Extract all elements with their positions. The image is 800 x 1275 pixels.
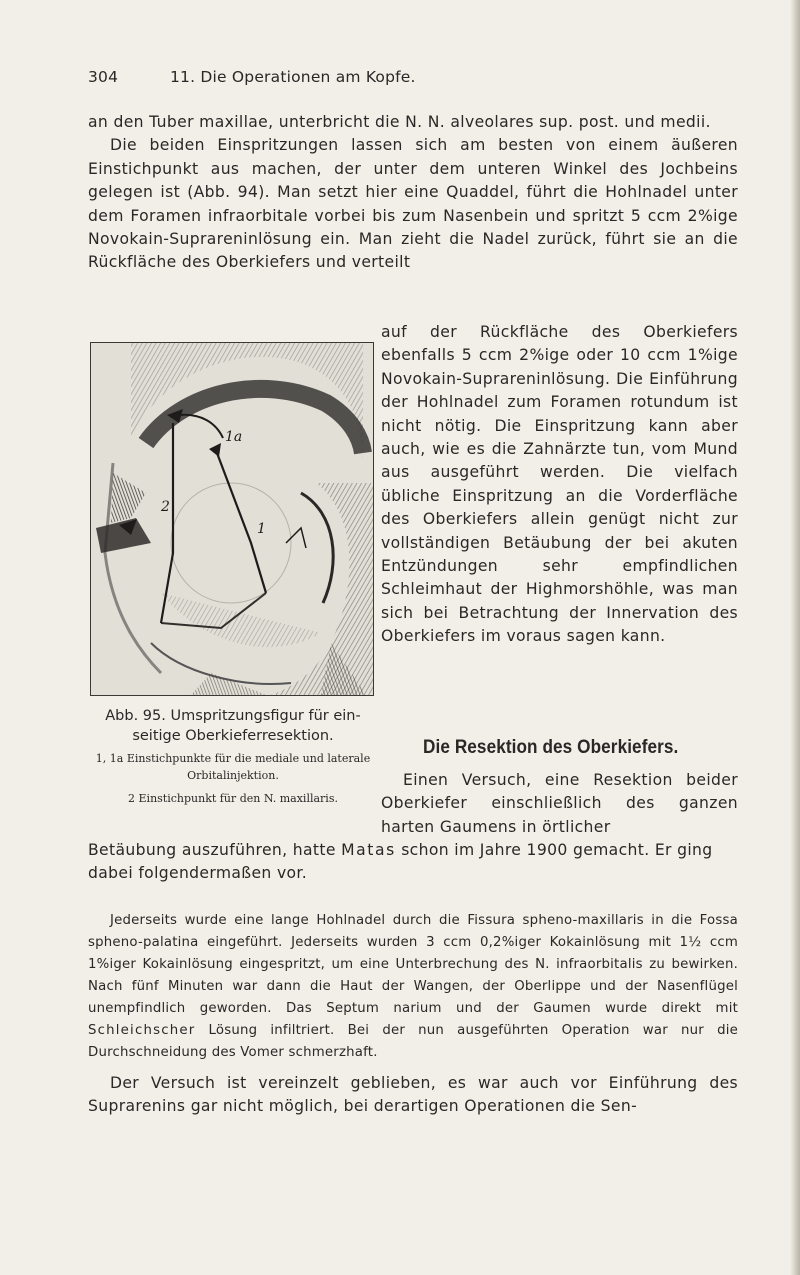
section-heading: Die Resektion des Oberkiefers. [423, 736, 679, 758]
page-edge [790, 0, 800, 1275]
author-name: Matas [341, 841, 396, 859]
figure-caption [88, 706, 378, 807]
caption-note-1: 1, 1a Einstichpunkte für die mediale und laterale Orbitalinjektion. [95, 752, 371, 782]
face-sketch [91, 343, 373, 695]
running-header [88, 68, 416, 86]
section-paragraph-full [88, 839, 738, 886]
figure-illustration [90, 342, 374, 696]
intro-text [88, 111, 738, 275]
small-print-name: Schleichscher [88, 1023, 196, 1038]
caption-note-2: 2 Einstichpunkt für den N. maxillaris. [128, 792, 338, 805]
caption-title: Abb. 95. Umspritzungsfigur für einseitige Oberkieferresektion. [105, 708, 361, 744]
small-print-paragraph [88, 910, 738, 1064]
section-text-a: Betäubung auszuführen, hatte [88, 841, 342, 859]
small-print-b: Lösung infiltriert. Bei der nun ausgeführten Operation war nur die Durchschneidung des Vomer schmerzhaft. [88, 1023, 738, 1060]
closing-paragraph [88, 1072, 738, 1119]
label-2: 2 [161, 499, 170, 515]
chapter-title: 11. Die Operationen am Kopfe. [170, 68, 416, 86]
page-number: 304 [88, 68, 119, 86]
small-print-a: Jederseits wurde eine lange Hohlnadel durch die Fissura spheno-maxillaris in die Fossa spheno-palatina eingeführt. Jederseits wurden 3 ccm 0,2%iger Kokainlösung mit 1½ ccm 1%iger Kokainlösung eingespritzt, um eine Unterbrechung des N. infraorbitalis zu bewirken. Nach fünf Minuten war dann die Haut der Wangen, der Oberlippe und der Nasenflügel unempfindlich geworden. Das Septum narium und der Gaumen wurde direkt mit [88, 913, 738, 1016]
wrapped-paragraph: auf der Rückfläche des Oberkiefers ebenfalls 5 ccm 2%ige oder 10 ccm 1%ige Novokain-Suprareninlösung. Die Einführung der Hohlnadel zum Foramen rotundum ist nicht nötig. Die Einspritzung kann aber auch, wie es die Zahnärzte tun, vom Mund aus ausgeführt werden. Die vielfach übliche Einspritzung an die Vorderfläche des Oberkiefers allein genügt nicht zur vollständigen Betäubung der bei akuten Entzündungen sehr empfindlichen Schleimhaut der Highmorshöhle, was man sich bei Betrachtung der Innervation des Oberkiefers im voraus sagen kann. [381, 323, 738, 646]
section-paragraph-wrapped: Einen Versuch, eine Resektion beider Oberkiefer einschließlich des ganzen harten Gaumens in örtlicher [381, 771, 738, 836]
paragraph-injections: Die beiden Einspritzungen lassen sich am besten von einem äußeren Einstichpunkt aus machen, der unter dem unteren Winkel des Jochbeins gelegen ist (Abb. 94). Man setzt hier eine Quaddel, führt die Hohlnadel unter dem Foramen infraorbitale vorbei bis zum Nasenbein und spritzt 5 ccm 2%ige Novokain-Suprareninlösung ein. Man zieht die Nadel zurück, führt sie an die Rückfläche des Oberkiefers und verteilt [88, 136, 738, 272]
intro-line: an den Tuber maxillae, unterbricht die N. N. alveolares sup. post. und medii. [88, 113, 711, 131]
section-text-b: schon im Jahre 1900 gemacht. Er ging dabei folgendermaßen vor. [88, 841, 713, 883]
label-1a: 1a [225, 429, 243, 445]
label-1: 1 [257, 521, 266, 537]
closing-text: Der Versuch ist vereinzelt geblieben, es war auch vor Einführung des Suprarenins gar nicht möglich, bei derartigen Operationen die Sen- [88, 1074, 738, 1116]
